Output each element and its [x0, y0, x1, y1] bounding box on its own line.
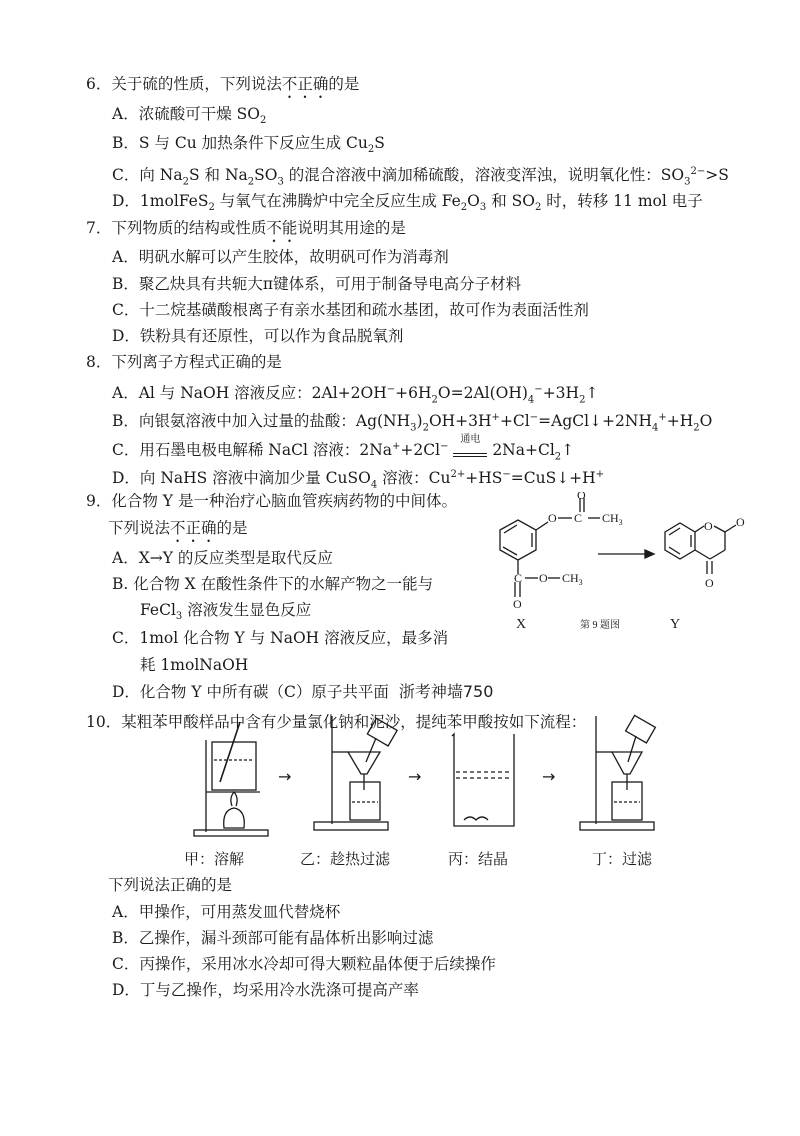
y-carbonyl-oxygen-2: O [705, 576, 714, 590]
watermark-text: 浙考神墙750 [398, 682, 494, 701]
q10-option-c: C．丙操作，采用冰水冷却可得大颗粒晶体便于后续操作 [112, 955, 496, 973]
x-methyl-2: $CH_3$ [562, 571, 583, 587]
apparatus-dissolve [194, 722, 268, 836]
q10-option-a: A．甲操作，可用蒸发皿代替烧杯 [112, 903, 341, 921]
q9-structure-figure [480, 492, 770, 637]
label-y: Y [670, 617, 681, 632]
x-oxygen-3: O [513, 597, 522, 611]
x-benzene-ring [500, 520, 536, 560]
q10-option-d: D．丁与乙操作，均采用冷水洗涤可提高产率 [112, 981, 419, 999]
q10-sub-stem: 下列说法正确的是 [108, 876, 233, 894]
flow-arrow-1: → [278, 767, 292, 786]
q7-option-a: A．明矾水解可以产生胶体，故明矾可作为消毒剂 [112, 248, 449, 266]
q9-option-c-line1: C．1mol 化合物 Y 与 NaOH 溶液反应，最多消 [112, 629, 449, 647]
q7-stem-emphasis: 不能 [266, 219, 298, 237]
q6-option-d: D．1molFeS$_2$ 与氧气在沸腾炉中完全反应生成 $Fe_2O_3$ 和 $SO_2$ 时，转移 11 mol 电子 [112, 192, 703, 214]
q6-option-b: B．S 与 Cu 加热条件下反应生成 $Cu_2S$ [112, 134, 385, 156]
q9-sub-stem: 下列说法不正确的是 [108, 519, 248, 537]
q6-stem-text: 6．关于硫的性质，下列说法 [86, 75, 282, 93]
y-carbonyl-oxygen-1: O [736, 515, 745, 529]
q9-option-a: A．X→Y 的反应类型是取代反应 [112, 549, 333, 567]
q7-option-b: B．聚乙炔具有共轭大π键体系，可用于制备导电高分子材料 [112, 275, 522, 293]
flow-arrow-3: → [542, 767, 556, 786]
figure-caption: 第 9 题图 [580, 620, 620, 631]
q9-stem: 9．化合物 Y 是一种治疗心脑血管疾病药物的中间体。 [86, 492, 457, 510]
q6-option-c: C．向 $Na_2S$ 和 $Na_2SO_3$ 的混合溶液中滴加稀硫酸，溶液变浑浊，说明氧化性：$SO_3^{2-}>S$ [112, 166, 729, 188]
step-caption-2: 乙：趁热过滤 [300, 850, 391, 868]
x-oxygen-2: O [577, 492, 586, 502]
q9-option-b-line2: FeCl$_3$ 溶液发生显色反应 [140, 601, 312, 623]
q8-option-a: A．Al 与 NaOH 溶液反应：$2Al+2OH^-+6H_2O=2Al(OH)_4^-+3H_2↑$ [112, 384, 599, 406]
q8-option-c: C．用石墨电极电解稀 NaCl 溶液：2Na++2Cl− 通电 $2Na+Cl_2↑$ [112, 434, 575, 463]
q9-option-b-line1: B. 化合物 X 在酸性条件下的水解产物之一能与 [112, 575, 434, 593]
x-oxygen-1: O [548, 511, 557, 525]
q10-apparatus-figure [180, 712, 680, 838]
q8-option-b: B．向银氨溶液中加入过量的盐酸：$Ag(NH_3)_2OH+3H^++Cl^-=AgCl↓+2NH_4^++H_2O$ [112, 412, 713, 434]
x-carbon-2: C [514, 571, 523, 585]
q8-option-d: D．向 NaHS 溶液中滴加少量 CuSO$_4$ 溶液：$Cu^{2+}+HS^-=CuS↓+H^+$ [112, 469, 605, 491]
q6-option-a: A．浓硫酸可干燥 $SO_2$ [112, 105, 267, 127]
q6-stem-emphasis: 不正确 [281, 75, 329, 93]
q9-sub-emphasis: 不正确 [170, 519, 217, 537]
q7-stem: 7．下列物质的结构或性质不能说明其用途的是 [86, 219, 406, 237]
label-x: X [516, 617, 527, 632]
apparatus-filter [580, 715, 655, 830]
q6-stem-end: 的是 [328, 75, 360, 93]
x-carbon-1: C [574, 511, 583, 525]
q7-option-c: C．十二烷基磺酸根离子有亲水基团和疏水基团，故可作为表面活性剂 [112, 301, 589, 319]
apparatus-crystallize [452, 734, 514, 826]
apparatus-hot-filter [314, 716, 397, 830]
step-caption-1: 甲：溶解 [184, 850, 245, 868]
q10-option-b: B．乙操作，漏斗颈部可能有晶体析出影响过滤 [112, 929, 434, 947]
q6-stem [86, 74, 359, 102]
q8-stem: 8．下列离子方程式正确的是 [86, 353, 282, 371]
y-ring-oxygen: O [704, 519, 713, 533]
x-oxygen-4: O [539, 571, 548, 585]
q9-option-d: D．化合物 Y 中所有碳（C）原子共平面 浙考神墙750 [112, 682, 494, 701]
step-caption-4: 丁：过滤 [592, 850, 653, 868]
electrolysis-arrow: 通电 [453, 445, 487, 457]
q7-option-d: D．铁粉具有还原性，可以作为食品脱氧剂 [112, 327, 404, 345]
q9-option-c-line2: 耗 1molNaOH [140, 656, 249, 674]
q10-stem: 10．某粗苯甲酸样品中含有少量氯化钠和泥沙，提纯苯甲酸按如下流程： [86, 713, 587, 731]
step-caption-3: 丙：结晶 [448, 850, 509, 868]
x-methyl-1: $CH_3$ [602, 511, 623, 527]
flow-arrow-2: → [408, 767, 422, 786]
